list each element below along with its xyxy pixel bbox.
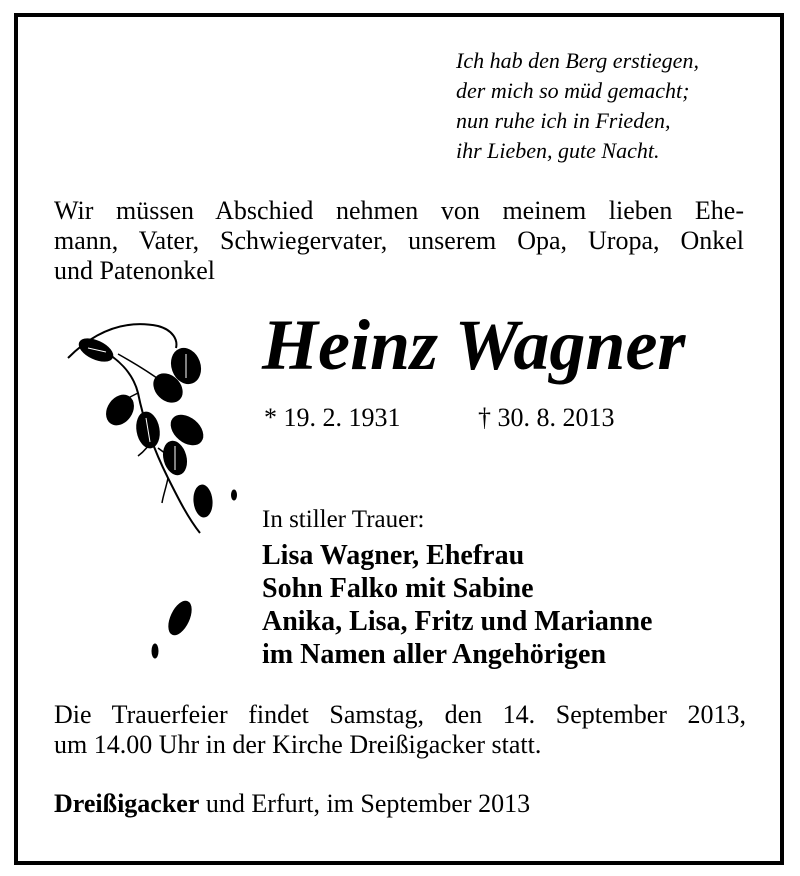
mourner-line: Sohn Falko mit Sabine [262, 573, 534, 604]
birch-branch-icon [58, 318, 248, 668]
poem-line: der mich so müd gemacht; [456, 78, 690, 103]
poem-line: Ich hab den Berg erstiegen, [456, 48, 699, 73]
poem-line: ihr Lieben, gute Nacht. [456, 138, 660, 163]
place-date [54, 788, 530, 820]
life-dates [264, 402, 615, 434]
intro-line: und Patenonkel [54, 256, 216, 285]
mourner-line: Anika, Lisa, Fritz und Marianne [262, 606, 653, 637]
mourner-line: Lisa Wagner, Ehefrau [262, 540, 525, 571]
place-rest: und Erfurt, im September 2013 [199, 789, 531, 818]
mourning-label: In stiller Trauer: [262, 506, 425, 533]
poem [456, 46, 699, 166]
birth-date: * 19. 2. 1931 [264, 403, 401, 432]
mourner-line: im Namen aller Angehörigen [262, 639, 607, 670]
deceased-name: Heinz Wagner [262, 305, 686, 385]
death-date: † 30. 8. 2013 [478, 403, 615, 432]
intro-line: mann, Vater, Schwiegervater, unserem Opa, Uropa, Onkel [54, 226, 744, 255]
mourners-list [262, 539, 652, 671]
intro-line: Wir müssen Abschied nehmen von meinem lieben Ehe- [54, 196, 744, 225]
funeral-info [54, 700, 746, 760]
intro-text [54, 196, 744, 286]
funeral-line: um 14.00 Uhr in der Kirche Dreißigacker statt. [54, 730, 542, 759]
poem-line: nun ruhe ich in Frieden, [456, 108, 671, 133]
place-name: Dreißigacker [54, 789, 200, 818]
funeral-line: Die Trauerfeier findet Samstag, den 14. September 2013, [54, 700, 746, 729]
